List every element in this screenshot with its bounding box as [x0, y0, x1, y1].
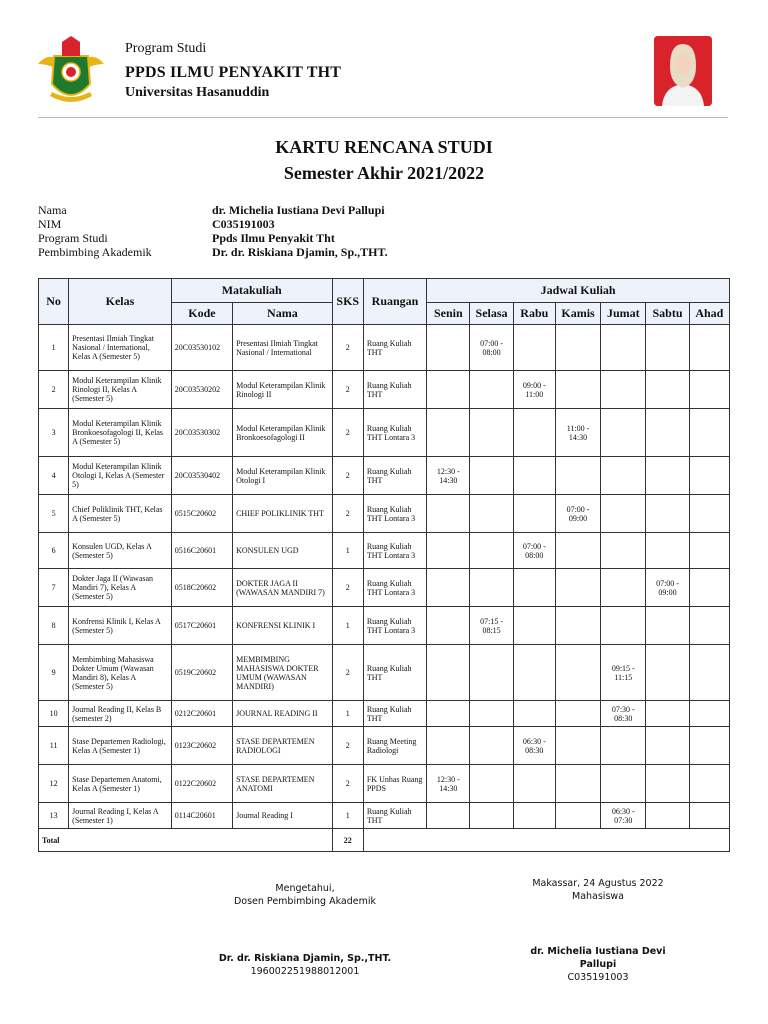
- table-row: [39, 701, 730, 727]
- info-value: C035191003: [212, 217, 275, 231]
- cell-schedule-empty: [646, 803, 689, 829]
- cell-kode: 0517C20601: [171, 607, 232, 645]
- cell-schedule-time: 07:00 - 09:00: [555, 495, 600, 533]
- cell-schedule-empty: [470, 727, 513, 765]
- cell-kode: 0519C20602: [171, 645, 232, 701]
- cell-schedule-empty: [601, 495, 646, 533]
- student-name: dr. Michelia Iustiana Devi Pallupi: [530, 946, 666, 970]
- cell-schedule-empty: [646, 495, 689, 533]
- table-row: [39, 457, 730, 495]
- cell-no: 1: [39, 325, 69, 371]
- cell-nama: Modul Keterampilan Klinik Rinologi II: [233, 371, 333, 409]
- cell-schedule-empty: [601, 409, 646, 457]
- header-matakuliah: Matakuliah: [171, 279, 332, 303]
- header-ruangan: Ruangan: [363, 279, 426, 325]
- cell-schedule-time: 06:30 - 07:30: [601, 803, 646, 829]
- student-line2: Mahasiswa: [572, 891, 624, 902]
- cell-schedule-empty: [689, 325, 729, 371]
- cell-nama: MEMBIMBING MAHASISWA DOKTER UMUM (WAWASAN MANDIRI): [233, 645, 333, 701]
- header-day-jumat: Jumat: [601, 303, 646, 325]
- cell-sks: 2: [332, 645, 363, 701]
- advisor-id: 196002251988012001: [250, 966, 360, 977]
- cell-schedule-empty: [555, 325, 600, 371]
- cell-kode: 0212C20601: [171, 701, 232, 727]
- cell-schedule-time: 09:00 - 11:00: [513, 371, 555, 409]
- cell-schedule-empty: [555, 457, 600, 495]
- university-logo-icon: [36, 34, 106, 108]
- cell-ruangan: Ruang Kuliah THT Lontara 3: [363, 607, 426, 645]
- cell-schedule-empty: [470, 457, 513, 495]
- cell-schedule-empty: [427, 727, 470, 765]
- advisor-line2: Dosen Pembimbing Akademik: [233, 896, 377, 907]
- cell-nama: STASE DEPARTEMEN ANATOMI: [233, 765, 333, 803]
- cell-schedule-empty: [513, 645, 555, 701]
- table-row: [39, 371, 730, 409]
- student-photo: [654, 36, 712, 106]
- program-label: Program Studi: [125, 41, 207, 56]
- cell-ruangan: Ruang Kuliah THT Lontara 3: [363, 569, 426, 607]
- total-label: Total: [39, 829, 333, 852]
- cell-schedule-empty: [555, 727, 600, 765]
- cell-nama: Modul Keterampilan Klinik Otologi I: [233, 457, 333, 495]
- cell-schedule-empty: [601, 325, 646, 371]
- cell-schedule-empty: [689, 371, 729, 409]
- advisor-name: Dr. dr. Riskiana Djamin, Sp.,THT.: [218, 953, 392, 964]
- cell-schedule-empty: [646, 457, 689, 495]
- cell-ruangan: FK Unhas Ruang PPDS: [363, 765, 426, 803]
- cell-ruangan: Ruang Meeting Radiologi: [363, 727, 426, 765]
- cell-no: 6: [39, 533, 69, 569]
- cell-nama: CHIEF POLIKLINIK THT: [233, 495, 333, 533]
- cell-schedule-empty: [555, 645, 600, 701]
- cell-kode: 0123C20602: [171, 727, 232, 765]
- info-row-program: [38, 231, 388, 245]
- cell-nama: STASE DEPARTEMEN RADIOLOGI: [233, 727, 333, 765]
- cell-schedule-empty: [513, 569, 555, 607]
- cell-sks: 2: [332, 765, 363, 803]
- table-row: [39, 803, 730, 829]
- cell-kelas: Modul Keterampilan Klinik Rinologi II, Kelas A (Semester 5): [69, 371, 172, 409]
- cell-schedule-empty: [427, 325, 470, 371]
- cell-no: 4: [39, 457, 69, 495]
- cell-schedule-empty: [646, 325, 689, 371]
- cell-schedule-empty: [513, 409, 555, 457]
- cell-schedule-empty: [470, 409, 513, 457]
- cell-schedule-empty: [689, 645, 729, 701]
- cell-ruangan: Ruang Kuliah THT: [363, 803, 426, 829]
- document-header: [0, 0, 768, 118]
- cell-schedule-time: 12:30 - 14:30: [427, 457, 470, 495]
- cell-schedule-empty: [470, 569, 513, 607]
- table-row: [39, 325, 730, 371]
- cell-kelas: Konfrensi Klinik I, Kelas A (Semester 5): [69, 607, 172, 645]
- cell-schedule-empty: [427, 607, 470, 645]
- total-empty: [363, 829, 729, 852]
- table-row: [39, 533, 730, 569]
- cell-kode: 20C03530302: [171, 409, 232, 457]
- cell-schedule-empty: [513, 607, 555, 645]
- cell-ruangan: Ruang Kuliah THT: [363, 457, 426, 495]
- cell-ruangan: Ruang Kuliah THT: [363, 325, 426, 371]
- total-sks: 22: [332, 829, 363, 852]
- course-table-body: [39, 325, 730, 829]
- cell-schedule-empty: [646, 701, 689, 727]
- cell-schedule-empty: [427, 495, 470, 533]
- cell-sks: 2: [332, 495, 363, 533]
- cell-schedule-empty: [427, 701, 470, 727]
- cell-ruangan: Ruang Kuliah THT: [363, 371, 426, 409]
- cell-schedule-empty: [646, 645, 689, 701]
- cell-schedule-empty: [689, 701, 729, 727]
- cell-sks: 2: [332, 409, 363, 457]
- cell-schedule-empty: [555, 765, 600, 803]
- info-row-nim: [38, 217, 388, 231]
- cell-kelas: Dokter Jaga II (Wawasan Mandiri 7), Kelas A (Semester 5): [69, 569, 172, 607]
- header-no: No: [39, 279, 69, 325]
- cell-no: 11: [39, 727, 69, 765]
- table-row: [39, 409, 730, 457]
- info-label: Nama: [38, 203, 67, 217]
- cell-schedule-empty: [689, 533, 729, 569]
- cell-schedule-empty: [646, 533, 689, 569]
- cell-schedule-empty: [646, 607, 689, 645]
- course-table: [38, 278, 730, 852]
- cell-schedule-empty: [470, 765, 513, 803]
- cell-schedule-empty: [646, 727, 689, 765]
- cell-schedule-empty: [555, 701, 600, 727]
- header-day-senin: Senin: [427, 303, 470, 325]
- cell-no: 2: [39, 371, 69, 409]
- cell-schedule-empty: [427, 569, 470, 607]
- cell-nama: Modul Keterampilan Klinik Bronkoesofagologi II: [233, 409, 333, 457]
- cell-schedule-empty: [470, 645, 513, 701]
- cell-kelas: Stase Departemen Anatomi, Kelas A (Semester 1): [69, 765, 172, 803]
- cell-schedule-empty: [513, 495, 555, 533]
- cell-schedule-empty: [689, 495, 729, 533]
- cell-schedule-empty: [555, 533, 600, 569]
- student-signature: [528, 945, 668, 984]
- cell-kode: 20C03530202: [171, 371, 232, 409]
- cell-no: 5: [39, 495, 69, 533]
- cell-nama: KONFRENSI KLINIK I: [233, 607, 333, 645]
- cell-schedule-empty: [555, 803, 600, 829]
- program-name: PPDS ILMU PENYAKIT THT: [125, 64, 342, 81]
- cell-schedule-empty: [601, 457, 646, 495]
- cell-schedule-time: 07:30 - 08:30: [601, 701, 646, 727]
- cell-schedule-empty: [689, 765, 729, 803]
- cell-schedule-empty: [427, 803, 470, 829]
- header-day-sabtu: Sabtu: [646, 303, 689, 325]
- cell-ruangan: Ruang Kuliah THT Lontara 3: [363, 409, 426, 457]
- cell-kelas: Konsulen UGD, Kelas A (Semester 5): [69, 533, 172, 569]
- header-sks: SKS: [332, 279, 363, 325]
- cell-sks: 2: [332, 371, 363, 409]
- cell-schedule-empty: [555, 607, 600, 645]
- header-day-kamis: Kamis: [555, 303, 600, 325]
- cell-kode: 0516C20601: [171, 533, 232, 569]
- cell-schedule-empty: [470, 533, 513, 569]
- cell-kode: 0515C20602: [171, 495, 232, 533]
- university-name: Universitas Hasanuddin: [125, 85, 270, 100]
- header-day-selasa: Selasa: [470, 303, 513, 325]
- table-row: [39, 645, 730, 701]
- cell-schedule-empty: [555, 371, 600, 409]
- cell-schedule-empty: [427, 409, 470, 457]
- student-line1: Makassar, 24 Agustus 2022: [532, 878, 664, 889]
- cell-schedule-empty: [646, 765, 689, 803]
- cell-nama: JOURNAL READING II: [233, 701, 333, 727]
- cell-schedule-empty: [555, 569, 600, 607]
- cell-schedule-empty: [427, 645, 470, 701]
- table-row: [39, 765, 730, 803]
- cell-kelas: Modul Keterampilan Klinik Bronkoesofagologi II, Kelas A (Semester 5): [69, 409, 172, 457]
- cell-kelas: Membimbing Mahasiswa Dokter Umum (Wawasan Mandiri 8), Kelas A (Semester 5): [69, 645, 172, 701]
- cell-schedule-empty: [601, 765, 646, 803]
- cell-no: 13: [39, 803, 69, 829]
- table-row: [39, 495, 730, 533]
- cell-kode: 20C03530402: [171, 457, 232, 495]
- cell-schedule-empty: [427, 533, 470, 569]
- cell-schedule-time: 11:00 - 14:30: [555, 409, 600, 457]
- cell-sks: 2: [332, 727, 363, 765]
- cell-schedule-empty: [601, 371, 646, 409]
- cell-schedule-empty: [689, 569, 729, 607]
- advisor-line1: Mengetahui,: [275, 883, 335, 894]
- header-nama: Nama: [233, 303, 333, 325]
- cell-schedule-time: 06:30 - 08:30: [513, 727, 555, 765]
- info-row-nama: [38, 203, 388, 217]
- cell-no: 7: [39, 569, 69, 607]
- cell-kode: 20C03530102: [171, 325, 232, 371]
- cell-kelas: Chief Poliklinik THT, Kelas A (Semester 5): [69, 495, 172, 533]
- header-divider: [38, 117, 728, 118]
- cell-kelas: Journal Reading I, Kelas A (Semester 1): [69, 803, 172, 829]
- cell-schedule-empty: [470, 371, 513, 409]
- cell-schedule-empty: [470, 495, 513, 533]
- header-kode: Kode: [171, 303, 232, 325]
- cell-no: 12: [39, 765, 69, 803]
- cell-no: 8: [39, 607, 69, 645]
- cell-schedule-empty: [689, 607, 729, 645]
- header-jadwal: Jadwal Kuliah: [427, 279, 730, 303]
- cell-schedule-empty: [513, 701, 555, 727]
- cell-nama: KONSULEN UGD: [233, 533, 333, 569]
- cell-kelas: Presentasi Ilmiah Tingkat Nasional / International, Kelas A (Semester 5): [69, 325, 172, 371]
- cell-schedule-time: 12:30 - 14:30: [427, 765, 470, 803]
- cell-nama: Presentasi Ilmiah Tingkat Nasional / International: [233, 325, 333, 371]
- cell-sks: 2: [332, 569, 363, 607]
- cell-ruangan: Ruang Kuliah THT Lontara 3: [363, 495, 426, 533]
- cell-schedule-empty: [470, 803, 513, 829]
- cell-kode: 0122C20602: [171, 765, 232, 803]
- cell-schedule-empty: [689, 727, 729, 765]
- total-row: [39, 829, 730, 852]
- info-value: Dr. dr. Riskiana Djamin, Sp.,THT.: [212, 245, 388, 259]
- cell-schedule-empty: [427, 371, 470, 409]
- advisor-signature-heading: [218, 882, 392, 908]
- semester-title: Semester Akhir 2021/2022: [283, 163, 485, 183]
- table-row: [39, 727, 730, 765]
- cell-schedule-time: 07:00 - 08:00: [513, 533, 555, 569]
- cell-schedule-time: 09:15 - 11:15: [601, 645, 646, 701]
- cell-schedule-empty: [513, 457, 555, 495]
- info-value: dr. Michelia Iustiana Devi Pallupi: [212, 203, 385, 217]
- cell-schedule-empty: [513, 765, 555, 803]
- header-day-rabu: Rabu: [513, 303, 555, 325]
- cell-no: 9: [39, 645, 69, 701]
- info-label: Pembimbing Akademik: [38, 245, 152, 259]
- table-row: [39, 607, 730, 645]
- table-row: [39, 569, 730, 607]
- header-kelas: Kelas: [69, 279, 172, 325]
- cell-schedule-time: 07:00 - 08:00: [470, 325, 513, 371]
- cell-kode: 0114C20601: [171, 803, 232, 829]
- header-text: [125, 40, 341, 102]
- cell-nama: DOKTER JAGA II (WAWASAN MANDIRI 7): [233, 569, 333, 607]
- cell-ruangan: Ruang Kuliah THT Lontara 3: [363, 533, 426, 569]
- cell-schedule-empty: [689, 457, 729, 495]
- cell-schedule-empty: [689, 803, 729, 829]
- header-day-ahad: Ahad: [689, 303, 729, 325]
- cell-sks: 1: [332, 607, 363, 645]
- cell-ruangan: Ruang Kuliah THT: [363, 645, 426, 701]
- cell-schedule-empty: [513, 803, 555, 829]
- cell-no: 10: [39, 701, 69, 727]
- info-row-advisor: [38, 245, 388, 259]
- cell-sks: 1: [332, 803, 363, 829]
- cell-schedule-empty: [646, 371, 689, 409]
- info-label: NIM: [38, 217, 62, 231]
- cell-schedule-empty: [646, 409, 689, 457]
- cell-sks: 1: [332, 701, 363, 727]
- cell-schedule-empty: [601, 533, 646, 569]
- cell-schedule-empty: [601, 607, 646, 645]
- cell-sks: 2: [332, 325, 363, 371]
- student-info: [38, 203, 388, 259]
- student-id: C035191003: [567, 972, 629, 983]
- document-title: KARTU RENCANA STUDI: [275, 137, 493, 157]
- person-avatar-icon: [654, 36, 712, 106]
- cell-schedule-empty: [601, 569, 646, 607]
- cell-no: 3: [39, 409, 69, 457]
- cell-schedule-empty: [513, 325, 555, 371]
- cell-schedule-empty: [689, 409, 729, 457]
- cell-schedule-time: 07:00 - 09:00: [646, 569, 689, 607]
- info-value: Ppds Ilmu Penyakit Tht: [212, 231, 335, 245]
- cell-kode: 0518C20602: [171, 569, 232, 607]
- student-signature-heading: [510, 877, 686, 903]
- cell-kelas: Journal Reading II, Kelas B (semester 2): [69, 701, 172, 727]
- cell-kelas: Stase Departemen Radiologi, Kelas A (Semester 1): [69, 727, 172, 765]
- cell-sks: 2: [332, 457, 363, 495]
- cell-nama: Journal Reading I: [233, 803, 333, 829]
- cell-sks: 1: [332, 533, 363, 569]
- cell-schedule-empty: [470, 701, 513, 727]
- cell-kelas: Modul Keterampilan Klinik Otologi I, Kelas A (Semester 5): [69, 457, 172, 495]
- info-label: Program Studi: [38, 231, 108, 245]
- cell-ruangan: Ruang Kuliah THT: [363, 701, 426, 727]
- advisor-signature: [205, 952, 405, 978]
- cell-schedule-time: 07:15 - 08:15: [470, 607, 513, 645]
- cell-schedule-empty: [601, 727, 646, 765]
